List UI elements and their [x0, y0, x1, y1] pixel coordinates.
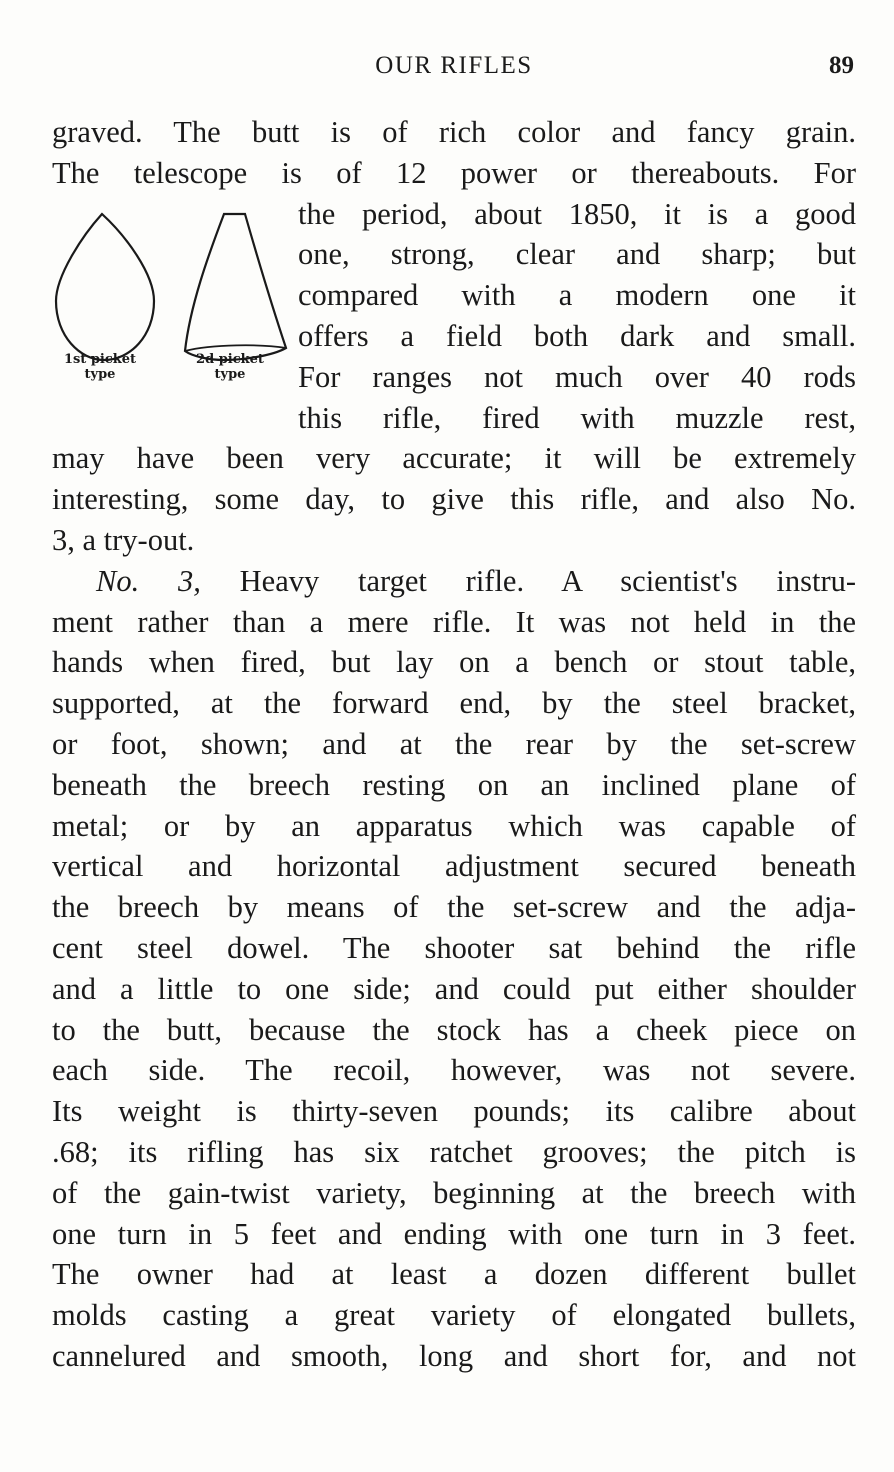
paragraph-start-line [52, 561, 856, 602]
caption-second-picket-line1: 2d picket [196, 351, 264, 367]
text-line: Its weight is thirty-seven pounds; its calibre about [52, 1094, 856, 1129]
text-line: supported, at the forward end, by the steel bracket, [52, 686, 856, 721]
text-line: offers a field both dark and small. [298, 318, 856, 353]
running-head: OUR RIFLES [375, 52, 533, 79]
text-line: 3, a try-out. [52, 522, 195, 557]
text-line: may have been very accurate; it will be extremely [52, 441, 856, 476]
text-line: this rifle, fired with muzzle rest, [298, 400, 856, 435]
text-line: .68; its rifling has six ratchet grooves; the pitch is [52, 1134, 856, 1169]
first-picket-bullet-outline [56, 214, 154, 360]
page-number: 89 [829, 52, 854, 79]
text-line: one turn in 5 feet and ending with one turn in 3 feet. [52, 1216, 856, 1251]
text-line: compared with a modern one it [298, 278, 856, 313]
text-line: each side. The recoil, however, was not severe. [52, 1053, 856, 1088]
text-line: metal; or by an apparatus which was capable of [52, 808, 856, 843]
text-line: molds casting a great variety of elongated bullets, [52, 1298, 856, 1333]
text-line: hands when fired, but lay on a bench or stout table, [52, 645, 856, 680]
text-line: cannelured and smooth, long and short for, and not [52, 1338, 856, 1373]
caption-first-picket-line1: 1st picket [63, 351, 137, 367]
wrapped-text [298, 194, 856, 439]
text-line: graved. The butt is of rich color and fancy grain. [52, 115, 856, 149]
text-line: the breech by means of the set-screw and the adja- [52, 890, 856, 925]
body-text [52, 112, 856, 1377]
text-line: of the gain-twist variety, beginning at the breech with [52, 1175, 856, 1210]
caption-second-picket [190, 352, 270, 382]
bullet-profiles-illustration [52, 194, 298, 438]
text-line: and a little to one side; and could put either shoulder [52, 971, 856, 1006]
second-picket-bullet-outline [185, 214, 286, 360]
page-header [52, 52, 856, 88]
text-line: to the butt, because the stock has a cheek piece on [52, 1012, 856, 1047]
text-line: interesting, some day, to give this rifle, and also No. [52, 482, 856, 517]
bullet-figure [52, 194, 298, 438]
second-picket-base-line [185, 345, 286, 351]
text-line: cent steel dowel. The shooter sat behind the rifle [52, 930, 856, 965]
text-line: vertical and horizontal adjustment secured beneath [52, 849, 856, 884]
caption-first-picket-line2: type [84, 366, 116, 382]
text-line: For ranges not much over 40 rods [298, 359, 856, 394]
text-line: one, strong, clear and sharp; but [298, 237, 856, 272]
item-label: No. 3, [96, 563, 201, 598]
text-line: ment rather than a mere rifle. It was not held in the [52, 604, 856, 639]
text-fragment: Heavy target rifle. A scientist's instru- [239, 563, 857, 598]
text-line: The telescope is of 12 power or thereabouts. For [52, 155, 856, 190]
text-line: beneath the breech resting on an inclined plane of [52, 767, 856, 802]
text-line: or foot, shown; and at the rear by the set-screw [52, 726, 856, 761]
caption-first-picket [60, 352, 140, 382]
text-line: The owner had at least a dozen different bullet [52, 1257, 856, 1292]
caption-second-picket-line2: type [214, 366, 246, 382]
text-line: the period, about 1850, it is a good [298, 196, 856, 231]
